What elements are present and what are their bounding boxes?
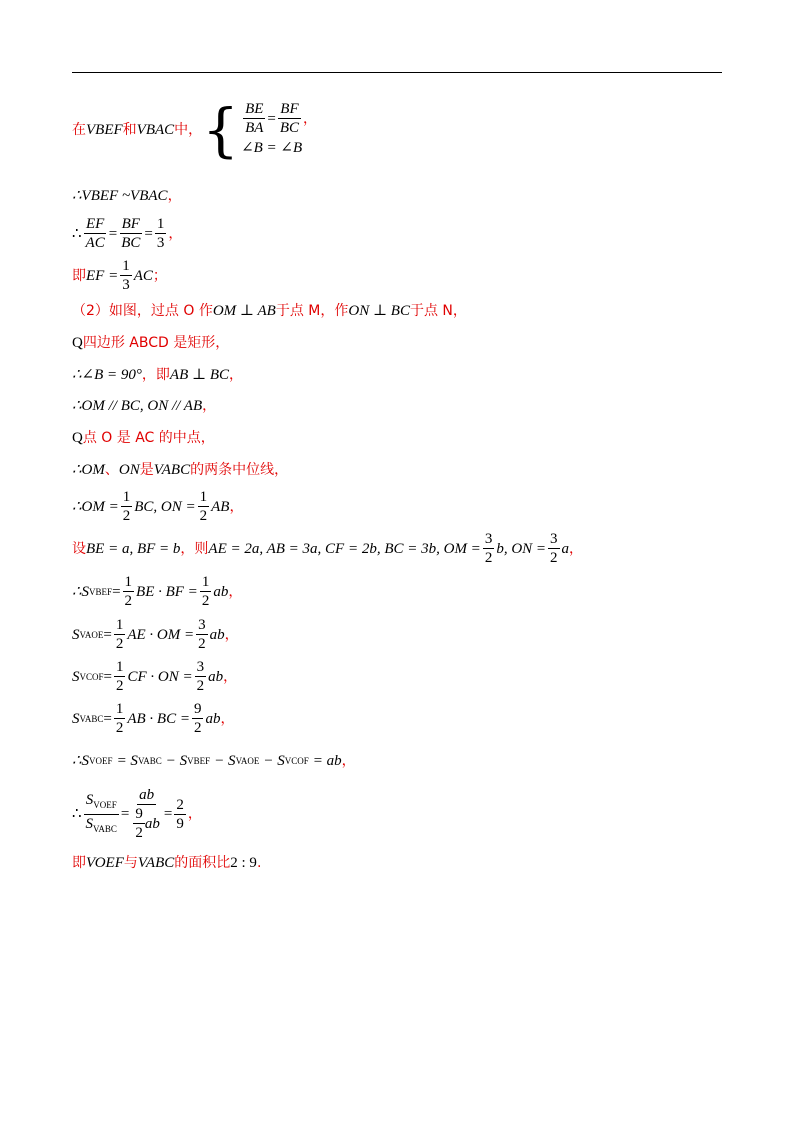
fraction: $\frac{2}{9}$ <box>176 796 184 832</box>
math: AE = 2a, AB = 3a, CF = 2b, BC = 3b, OM = <box>208 540 481 557</box>
math: EF = <box>86 267 119 284</box>
punctuation: ， <box>202 398 217 414</box>
punctuation: ， <box>228 583 243 600</box>
text: 在 <box>72 121 86 138</box>
math: ∴VBEF ~VBAC <box>72 188 168 204</box>
punctuation: . <box>256 855 262 871</box>
subscript: VAOE <box>79 629 104 640</box>
math: ∴S <box>72 583 90 600</box>
subscript: VAOE <box>235 756 260 766</box>
fraction: $\frac{1}{2}$ <box>122 489 131 524</box>
punctuation: ， <box>223 668 238 685</box>
header-rule <box>72 72 722 73</box>
line-16 <box>72 700 234 737</box>
equals-sign: = <box>103 710 112 727</box>
line-12 <box>72 530 583 567</box>
math: ∴∠B = 90° <box>72 367 142 383</box>
line-13 <box>72 573 242 610</box>
math: ∴OM <box>72 462 105 478</box>
line-18 <box>72 786 202 842</box>
fraction: $\frac{3}{2}$ <box>196 659 205 694</box>
fraction: $\frac{1}{2}$ <box>115 701 124 736</box>
math: VOEF <box>86 855 124 871</box>
punctuation: ， <box>341 753 356 769</box>
math: CF · ON = <box>127 668 193 685</box>
equals-sign: = <box>267 110 276 127</box>
fraction: $\frac{3}{2}$ <box>484 531 493 566</box>
punctuation: ， <box>167 188 182 204</box>
math: ab <box>213 583 229 600</box>
math: − S <box>263 753 285 769</box>
text: 于点 N， <box>409 303 467 319</box>
text: 与 <box>123 855 138 871</box>
text: （2）如图，过点 O 作 <box>72 303 213 319</box>
subscript: VOEF <box>89 756 113 766</box>
therefore-symbol: ∴ <box>72 806 82 822</box>
math: ∴S <box>72 753 90 769</box>
math: VBAC <box>136 121 175 138</box>
fraction: $\frac{1}{2}$ <box>115 617 124 652</box>
text: 、 <box>104 462 119 478</box>
fraction: $\frac{S_{VOEF}}{S_{VABC}}$ <box>85 791 117 834</box>
punctuation: ， <box>220 710 235 727</box>
math: ab <box>209 626 225 643</box>
equals-sign: = <box>103 626 112 643</box>
line-7 <box>72 366 243 384</box>
subscript: VBEF <box>187 756 211 766</box>
fraction: $\frac{1}{3}$ <box>156 216 165 251</box>
text: ，则 <box>180 540 209 557</box>
math: − S <box>214 753 236 769</box>
fraction: $\frac{EF}{AC}$ <box>85 216 105 251</box>
because-symbol: Q <box>72 335 83 351</box>
fraction: $\frac{BF}{BC}$ <box>121 216 141 251</box>
text: 的面积比 <box>174 855 231 871</box>
punctuation: ， <box>187 806 202 822</box>
math: BE = a, BF = b <box>86 540 181 557</box>
text: 点 O 是 AC 的中点， <box>82 430 215 446</box>
math: OM ⊥ AB <box>212 303 276 319</box>
fraction: $\frac{1}{2}$ <box>124 574 133 609</box>
math: ON ⊥ BC <box>348 303 410 319</box>
line-15 <box>72 658 237 695</box>
math: = ab <box>312 753 342 769</box>
subscript: VABC <box>79 713 104 724</box>
text: ，即 <box>141 367 170 383</box>
math: BE · BF = <box>136 583 198 600</box>
text: 四边形 ABCD 是矩形， <box>82 335 230 351</box>
fraction: $\frac{3}{2}$ <box>198 617 206 652</box>
because-symbol: Q <box>72 430 83 446</box>
math: VABC <box>153 462 191 478</box>
math: ON <box>118 462 140 478</box>
text: 设 <box>72 540 86 557</box>
subscript: VCOF <box>284 756 309 766</box>
text: 中， <box>174 121 203 138</box>
math: VBEF <box>86 121 123 138</box>
math: AB · BC = <box>127 710 190 727</box>
punctuation: ， <box>224 626 239 643</box>
math: ab <box>208 668 224 685</box>
line-9 <box>72 429 215 447</box>
line-8 <box>72 397 216 415</box>
equals-sign: = <box>163 806 173 822</box>
equals-sign: = <box>103 668 112 685</box>
math: AE · OM = <box>127 626 195 643</box>
math: S <box>72 710 80 727</box>
text: 即 <box>72 855 86 871</box>
fraction: $\frac{3}{2}$ <box>550 531 558 566</box>
math: ∠B = ∠B <box>241 140 303 156</box>
text: 和 <box>122 121 137 138</box>
line-6 <box>72 334 229 352</box>
math: ∴OM = <box>72 498 119 515</box>
punctuation: ， <box>569 540 584 557</box>
line-10 <box>72 461 288 479</box>
fraction: $\frac{1}{2}$ <box>115 659 124 694</box>
punctuation: ， <box>303 110 318 127</box>
fraction: $\frac{BE}{BA}$ <box>245 101 264 136</box>
line-5 <box>72 302 467 320</box>
subscript: VABC <box>137 756 162 766</box>
math: BC, ON = <box>134 498 196 515</box>
punctuation: ， <box>168 225 183 242</box>
fraction: $\frac{1}{2}$ <box>199 489 208 524</box>
subscript: VCOF <box>79 671 104 682</box>
math: AB <box>211 498 230 515</box>
math: − S <box>165 753 188 769</box>
text: 的两条中位线， <box>190 462 289 478</box>
equals-sign: = <box>120 806 130 822</box>
fraction: $\frac{1}{2}$ <box>201 574 210 609</box>
equals-sign: = <box>112 583 121 600</box>
math: = S <box>116 753 138 769</box>
math: ∴OM // BC, ON // AB <box>72 398 203 414</box>
subscript: VBEF <box>89 586 113 597</box>
math: AC <box>133 267 153 284</box>
line-11 <box>72 488 243 525</box>
punctuation: ； <box>152 267 167 284</box>
fraction: ab $\frac{9}{2}$ ab <box>135 787 160 841</box>
line-14 <box>72 616 239 653</box>
math: b, ON = <box>496 540 547 557</box>
math: VABC <box>137 855 175 871</box>
fraction: $\frac{1}{3}$ <box>122 258 130 293</box>
math: ab <box>205 710 221 727</box>
text: 是 <box>139 462 154 478</box>
line-19 <box>72 854 261 872</box>
math: a <box>561 540 570 557</box>
math: 2 : 9 <box>230 855 257 871</box>
math: S <box>72 668 80 685</box>
fraction: $\frac{9}{2}$ <box>193 701 202 736</box>
punctuation: ， <box>229 498 244 515</box>
left-brace-icon: { <box>202 95 240 164</box>
line-4 <box>72 257 167 294</box>
line-17 <box>72 752 356 770</box>
math: AB ⊥ BC <box>169 367 230 383</box>
fraction: $\frac{BF}{BC}$ <box>279 101 300 136</box>
equation-system <box>241 100 317 159</box>
text: 即 <box>72 267 86 284</box>
line-2 <box>72 187 182 205</box>
line-1-system <box>72 95 318 164</box>
punctuation: ， <box>229 367 244 383</box>
text: 于点 M，作 <box>275 303 349 319</box>
math: S <box>72 626 80 643</box>
line-3: ∴ $\frac{EF}{AC}$ = $\frac{BF}{BC}$ = $\frac{1}{3}$ ， <box>72 216 183 251</box>
therefore-symbol: ∴ <box>72 225 82 242</box>
